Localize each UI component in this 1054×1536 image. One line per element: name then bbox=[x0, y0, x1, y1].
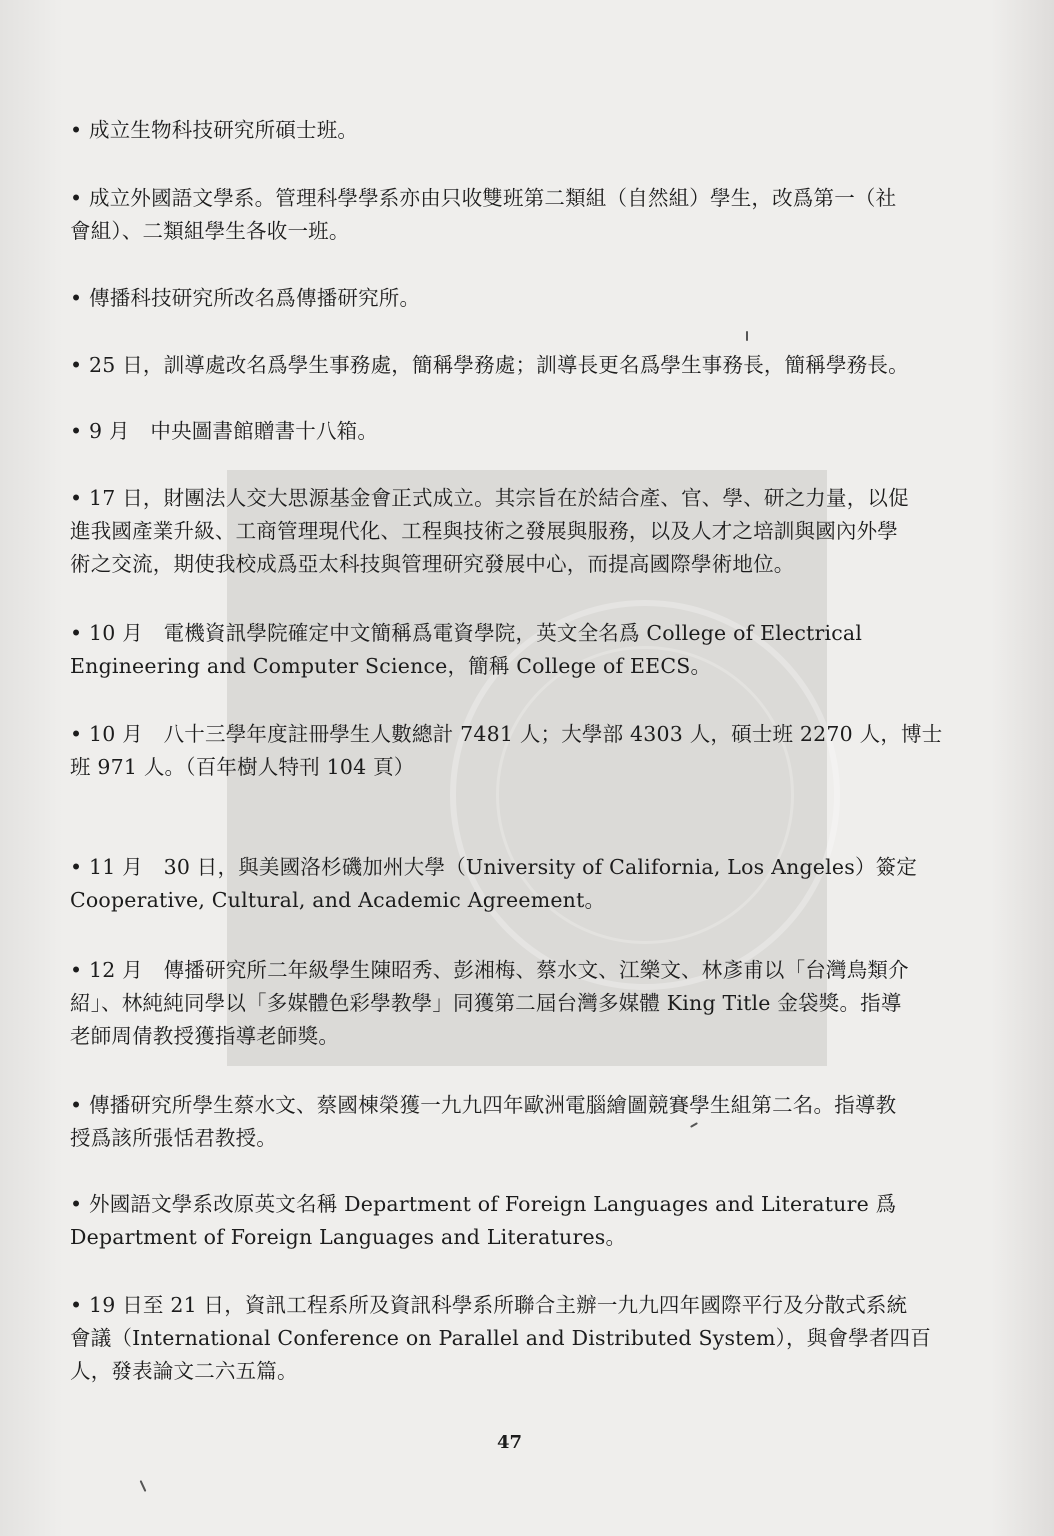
entry-line: 人，發表論文二六五篇。 bbox=[70, 1359, 298, 1383]
entry-2 bbox=[70, 182, 960, 248]
entry-line: • 成立外國語文學系。管理科學學系亦由只收雙班第二類組（自然組）學生，改爲第一（社 bbox=[70, 186, 897, 210]
entry-9 bbox=[70, 851, 960, 917]
entry-line: • 外國語文學系改原英文名稱 Department of Foreign Languages and Literature 爲 bbox=[70, 1192, 897, 1216]
entry-1 bbox=[70, 114, 960, 147]
scan-speck bbox=[746, 331, 748, 341]
entry-line: • 成立生物科技研究所碩士班。 bbox=[70, 118, 359, 142]
entry-line: Engineering and Computer Science，簡稱 College of EECS。 bbox=[70, 654, 712, 678]
entry-line: Cooperative, Cultural, and Academic Agreement。 bbox=[70, 888, 606, 912]
entry-3 bbox=[70, 282, 960, 315]
entry-line: 班 971 人。（百年樹人特刊 104 頁） bbox=[70, 755, 415, 779]
entry-line: • 19 日至 21 日，資訊工程系所及資訊科學系所聯合主辦一九九四年國際平行及分散式系統 bbox=[70, 1293, 908, 1317]
entry-line: 進我國產業升級、工商管理現代化、工程與技術之發展與服務，以及人才之培訓與國內外學 bbox=[70, 519, 898, 543]
entry-line: • 10 月 八十三學年度註冊學生人數總計 7481 人；大學部 4303 人，碩士班 2270 人，博士 bbox=[70, 722, 943, 746]
entry-line: 授爲該所張恬君教授。 bbox=[70, 1126, 277, 1150]
entry-10 bbox=[70, 954, 960, 1053]
entry-8 bbox=[70, 718, 960, 784]
entry-13 bbox=[70, 1289, 960, 1388]
entry-12 bbox=[70, 1188, 960, 1254]
entry-line: • 17 日，財團法人交大思源基金會正式成立。其宗旨在於結合產、官、學、研之力量，以促 bbox=[70, 486, 909, 510]
entry-line: 術之交流，期使我校成爲亞太科技與管理研究發展中心，而提高國際學術地位。 bbox=[70, 552, 795, 576]
entry-line: • 25 日，訓導處改名爲學生事務處，簡稱學務處；訓導長更名爲學生事務長，簡稱學務長。 bbox=[70, 353, 909, 377]
entry-11 bbox=[70, 1089, 960, 1155]
entry-line: • 10 月 電機資訊學院確定中文簡稱爲電資學院，英文全名爲 College of Electrical bbox=[70, 621, 863, 645]
entry-line: 會議（International Conference on Parallel and Distributed System），與會學者四百 bbox=[70, 1326, 931, 1350]
entry-line: • 12 月 傳播研究所二年級學生陳昭秀、彭湘梅、蔡水文、江樂文、林彥甫以「台灣鳥類介 bbox=[70, 958, 909, 982]
entry-line: Department of Foreign Languages and Literatures。 bbox=[70, 1225, 627, 1249]
entry-7 bbox=[70, 617, 960, 683]
entry-line: • 傳播研究所學生蔡水文、蔡國棟榮獲一九九四年歐洲電腦繪圖競賽學生組第二名。指導教 bbox=[70, 1093, 897, 1117]
entry-line: • 11 月 30 日，與美國洛杉磯加州大學（University of California, Los Angeles）簽定 bbox=[70, 855, 918, 879]
entry-line: 老師周倩教授獲指導老師獎。 bbox=[70, 1024, 340, 1048]
entry-line: 紹」、林純純同學以「多媒體色彩學教學」同獲第二屆台灣多媒體 King Title 金袋獎。指導 bbox=[70, 991, 902, 1015]
entry-5 bbox=[70, 415, 960, 448]
entry-line: • 9 月 中央圖書館贈書十八箱。 bbox=[70, 419, 379, 443]
entry-6 bbox=[70, 482, 960, 581]
entry-line: • 傳播科技研究所改名爲傳播研究所。 bbox=[70, 286, 421, 310]
page-number: 47 bbox=[497, 1432, 523, 1453]
entry-4 bbox=[70, 349, 960, 382]
entry-line: 會組）、二類組學生各收一班。 bbox=[70, 219, 350, 243]
